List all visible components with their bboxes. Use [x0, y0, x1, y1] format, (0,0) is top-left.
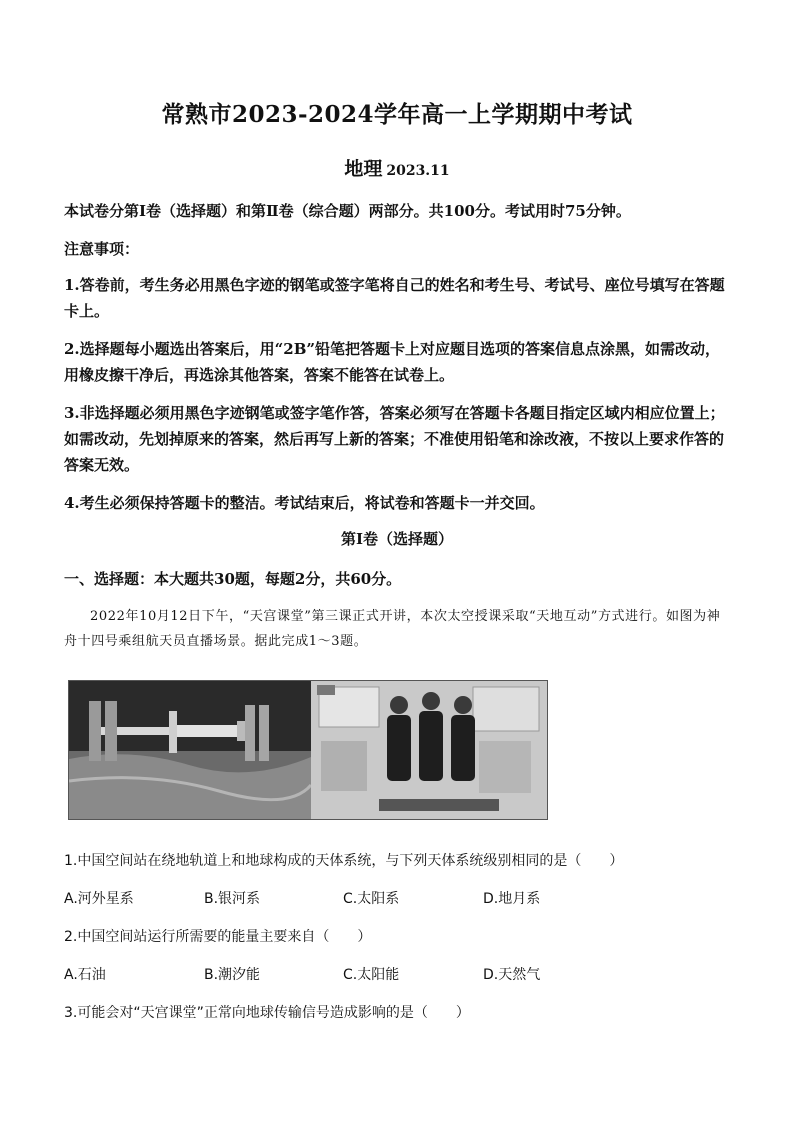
question-2-text: 2.中国空间站运行所需要的能量主要来自（ ）	[64, 929, 372, 945]
notice-item-4: 4.考生必须保持答题卡的整洁。考试结束后，将试卷和答题卡一并交回。	[64, 494, 545, 512]
intro-text: 本试卷分第Ⅰ卷（选择题）和第Ⅱ卷（综合题）两部分。共100分。考试用时75分钟。	[64, 202, 631, 220]
passage-text: 2022年10月12日下午，“天宫课堂”第三课正式开讲，本次太空授课采取“天地互动”方式进行。如图为神舟十四号乘组航天员直播场景。据此完成1～3题。	[64, 609, 721, 649]
notice-item-3: 3.非选择题必须用黑色字迹钢笔或签字笔作答，答案必须写在答题卡各题目指定区域内相应位置上；如需改动，先划掉原来的答案，然后再写上新的答案；不准使用铅笔和涂改液，不按以上要求作答的答案无效。	[64, 404, 725, 474]
notice-heading: 注意事项：	[64, 240, 140, 258]
notice-item-2: 2.选择题每小题选出答案后，用“2B”铅笔把答题卡上对应题目选项的答案信息点涂黑，如需改动，用橡皮擦干净后，再选涂其他答案，答案不能答在试卷上。	[64, 340, 721, 384]
q1-option-a[interactable]: A.河外星系	[64, 891, 134, 907]
q2-option-a[interactable]: A.石油	[64, 967, 106, 983]
q2-option-c[interactable]: C.太阳能	[343, 967, 400, 983]
q2-option-b[interactable]: B.潮汐能	[204, 967, 261, 983]
q2-option-d[interactable]: D.天然气	[483, 967, 541, 983]
subject-name: 地理	[344, 158, 383, 180]
part-heading: 一、选择题：本大题共30题，每题2分，共60分。	[64, 570, 402, 588]
question-1-text: 1.中国空间站在绕地轨道上和地球构成的天体系统，与下列天体系统级别相同的是（ ）	[64, 853, 624, 869]
question-3-text: 3.可能会对“天宫课堂”正常向地球传输信号造成影响的是（ ）	[64, 1005, 470, 1021]
exam-title: 常熟市2023-2024学年高一上学期期中考试	[161, 101, 633, 128]
q1-option-b[interactable]: B.银河系	[204, 891, 261, 907]
exam-date: 2023.11	[386, 163, 450, 179]
section-title: 第Ⅰ卷（选择题）	[340, 530, 454, 548]
space-station-photo	[68, 680, 548, 820]
notice-item-1: 1.答卷前，考生务必用黑色字迹的钢笔或签字笔将自己的姓名和考生号、考试号、座位号填写在答题卡上。	[64, 276, 725, 320]
subject-line	[0, 154, 794, 181]
q1-option-c[interactable]: C.太阳系	[343, 891, 400, 907]
q1-option-d[interactable]: D.地月系	[483, 891, 541, 907]
